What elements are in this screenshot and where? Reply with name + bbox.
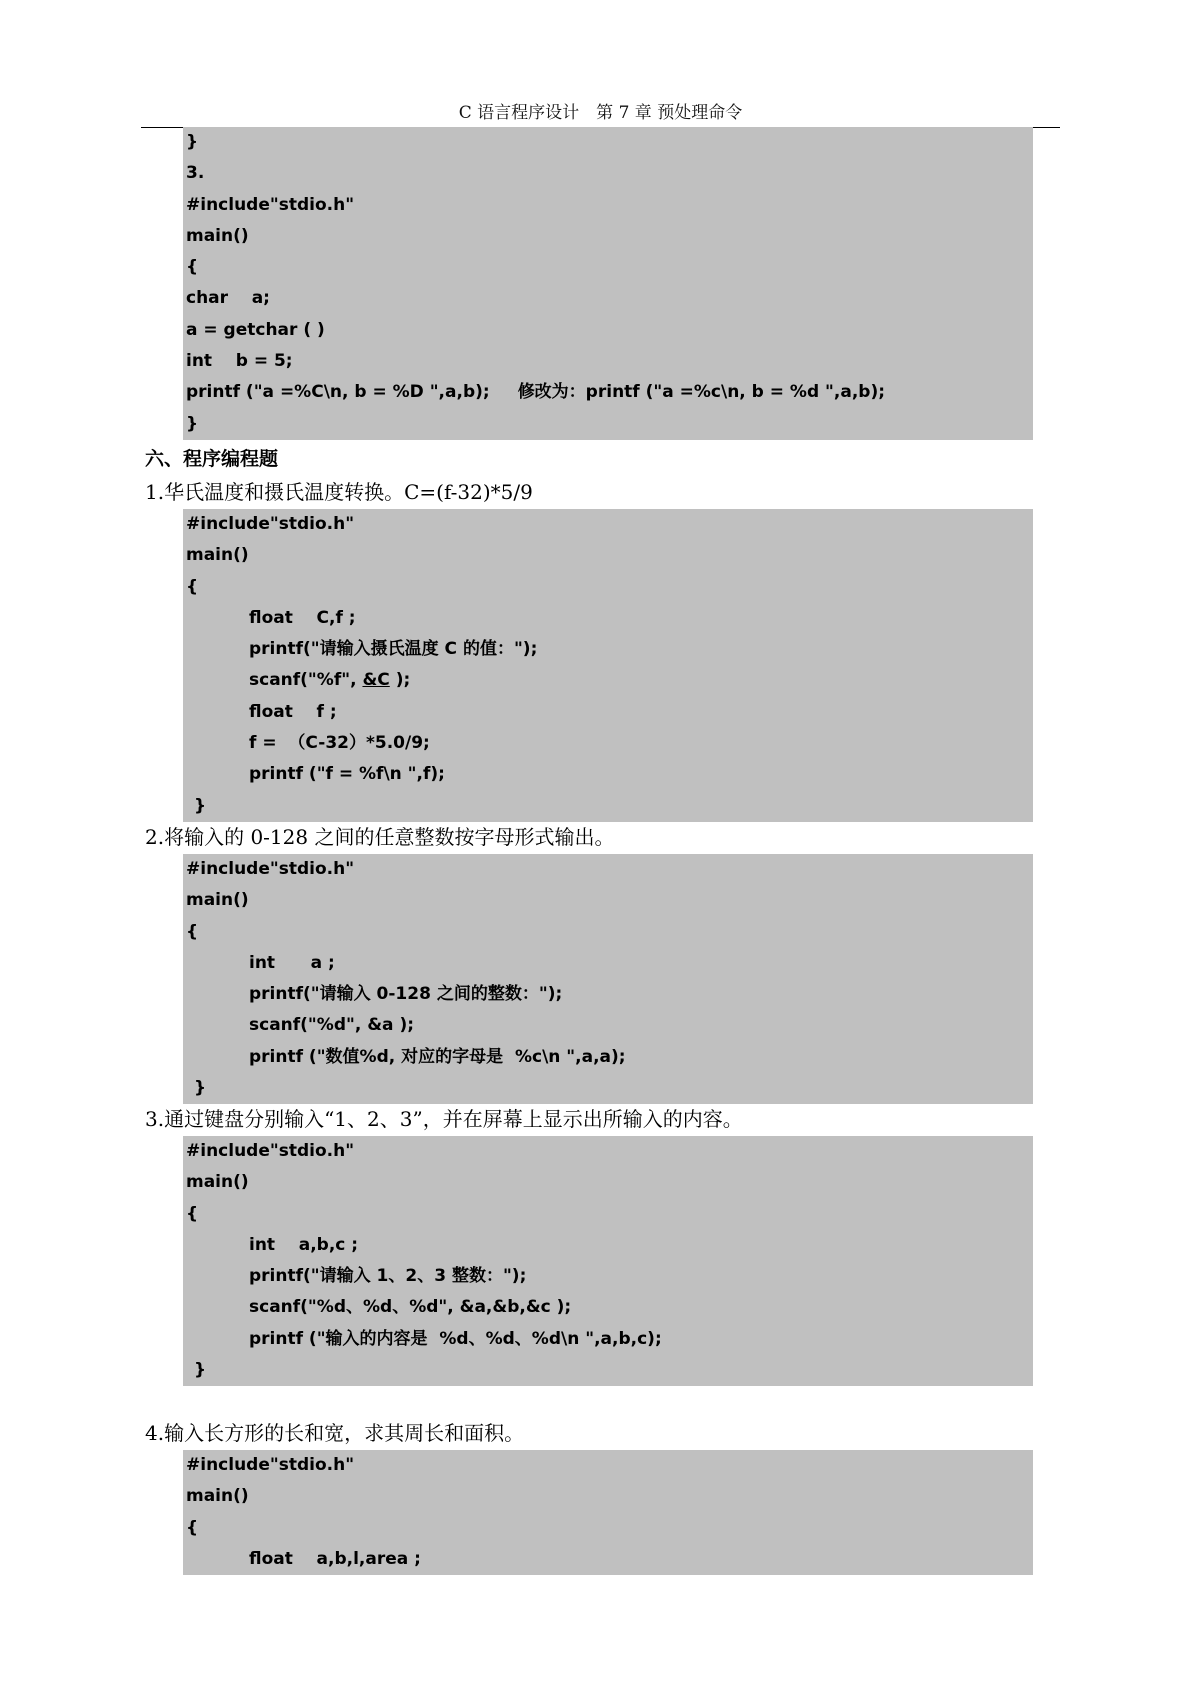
code-line: printf("请输入 0-128 之间的整数：");: [249, 984, 563, 1005]
code-line: }: [186, 132, 199, 152]
code-line: }: [186, 413, 199, 434]
code-line: #include"stdio.h": [186, 1141, 355, 1161]
code-line: f = （C-32）*5.0/9;: [249, 733, 430, 754]
code-line: {: [186, 1203, 199, 1224]
code-line: 3.: [186, 163, 205, 184]
code-line: {: [186, 921, 199, 942]
code-line: float C,f ;: [249, 607, 356, 628]
code-line: printf ("输入的内容是 %d、%d、%d\n ",a,b,c);: [249, 1328, 662, 1349]
code-line: }: [194, 1360, 207, 1381]
code-line: float a,b,l,area ;: [249, 1548, 421, 1569]
question-2-title: 2.将输入的 0-128 之间的任意整数按字母形式输出。: [145, 825, 615, 849]
code-line: [186, 665, 1033, 696]
code-line: main(): [186, 1172, 249, 1193]
code-block-q2: [183, 854, 1033, 1104]
code-line: char a;: [186, 288, 270, 309]
code-line: {: [186, 576, 199, 597]
code-line: #include"stdio.h": [186, 514, 355, 534]
code-line: main(): [186, 225, 249, 246]
code-line: }: [194, 1078, 207, 1099]
code-line: #include"stdio.h": [186, 1455, 355, 1475]
code-line: printf ("数值%d, 对应的字母是 %c\n ",a,a);: [249, 1046, 626, 1067]
code-line: int a ;: [249, 952, 335, 973]
code-line: int a,b,c ;: [249, 1234, 359, 1255]
code-line: printf ("f = %f\n ",f);: [249, 764, 445, 785]
page-header: C 语言程序设计 第 7 章 预处理命令: [458, 103, 743, 123]
code-block-q3: [183, 1136, 1033, 1386]
code-line: main(): [186, 1486, 249, 1507]
code-line: {: [186, 257, 199, 278]
code-segment: );: [389, 670, 411, 691]
section-heading: 六、程序编程题: [145, 448, 279, 470]
code-line: {: [186, 1517, 199, 1538]
code-line: main(): [186, 545, 249, 566]
code-line: float f ;: [249, 701, 337, 722]
code-line: #include"stdio.h": [186, 194, 355, 215]
code-line: }: [194, 795, 207, 816]
corrected-statement: 修改为：printf ("a =%c\n, b = %d ",a,b);: [517, 382, 886, 403]
code-line: printf("请输入 1、2、3 整数：");: [249, 1266, 527, 1287]
code-block-q1: [183, 509, 1033, 822]
code-line: int b = 5;: [186, 351, 293, 372]
code-line: [186, 377, 1033, 408]
code-line: scanf("%d", &a );: [249, 1015, 415, 1036]
original-statement: printf ("a =%C\n, b = %D ",a,b);: [186, 382, 490, 403]
code-line: a = getchar ( ): [186, 319, 325, 340]
question-3-title: 3.通过键盘分别输入“1、2、3”，并在屏幕上显示出所输入的内容。: [145, 1107, 743, 1131]
code-line: scanf("%d、%d、%d", &a,&b,&c );: [249, 1297, 572, 1318]
underlined-address: &C: [362, 670, 390, 691]
code-line: printf("请输入摄氏温度 C 的值：");: [249, 639, 538, 660]
code-block-q4: [183, 1450, 1033, 1575]
question-4-title: 4.输入长方形的长和宽，求其周长和面积。: [145, 1421, 525, 1445]
code-line: main(): [186, 890, 249, 911]
code-segment: scanf("%f",: [249, 670, 363, 691]
question-1-title: 1.华氏温度和摄氏温度转换。C=(f-32)*5/9: [145, 480, 533, 504]
code-line: #include"stdio.h": [186, 859, 355, 879]
code-block-1: [183, 127, 1033, 440]
